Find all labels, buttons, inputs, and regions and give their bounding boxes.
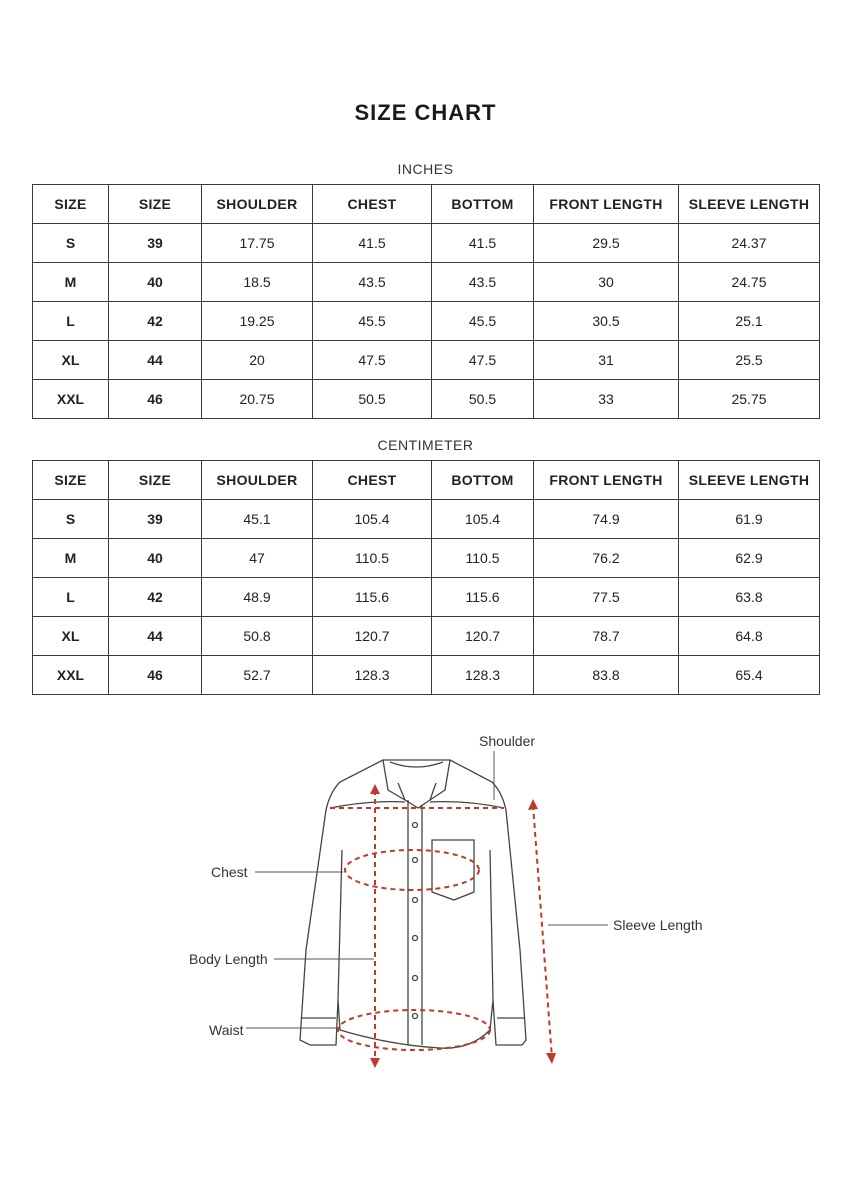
table-cell: M: [33, 263, 109, 302]
table-cell: 29.5: [534, 224, 679, 263]
table-row: [33, 500, 820, 539]
table-cell: 52.7: [202, 656, 313, 695]
column-header: CHEST: [313, 461, 432, 500]
table-cell: 74.9: [534, 500, 679, 539]
table-cell: 128.3: [313, 656, 432, 695]
table-cell: L: [33, 578, 109, 617]
table-cell: 25.5: [679, 341, 820, 380]
table-cell: 120.7: [313, 617, 432, 656]
table-cell: 40: [109, 263, 202, 302]
column-header: SIZE: [33, 461, 109, 500]
measurement-arrowheads: [370, 784, 556, 1068]
header-row: [33, 185, 820, 224]
table-cell: 41.5: [313, 224, 432, 263]
waist-measure-ellipse: [338, 1010, 490, 1050]
table-cell: 44: [109, 617, 202, 656]
table-cell: 33: [534, 380, 679, 419]
table-row: [33, 341, 820, 380]
table-cell: 110.5: [432, 539, 534, 578]
table-cell: 77.5: [534, 578, 679, 617]
column-header: BOTTOM: [432, 185, 534, 224]
column-header: SIZE: [109, 185, 202, 224]
table-cell: 50.5: [432, 380, 534, 419]
table-row: [33, 578, 820, 617]
table-row: [33, 263, 820, 302]
table-cell: 115.6: [313, 578, 432, 617]
table-cell: 17.75: [202, 224, 313, 263]
table-cell: 25.75: [679, 380, 820, 419]
column-header: FRONT LENGTH: [534, 461, 679, 500]
table-row: [33, 617, 820, 656]
column-header: SHOULDER: [202, 185, 313, 224]
table-cell: 50.5: [313, 380, 432, 419]
table-cell: S: [33, 500, 109, 539]
table-cell: 46: [109, 380, 202, 419]
table-cell: 20: [202, 341, 313, 380]
column-header: SLEEVE LENGTH: [679, 461, 820, 500]
shoulder-label: Shoulder: [479, 733, 536, 749]
column-header: SIZE: [109, 461, 202, 500]
table-cell: 39: [109, 500, 202, 539]
table-cell: XXL: [33, 656, 109, 695]
table-cell: 39: [109, 224, 202, 263]
chest-label: Chest: [211, 864, 248, 880]
inches-table: [32, 184, 820, 419]
inches-caption: INCHES: [397, 161, 454, 177]
table-cell: 19.25: [202, 302, 313, 341]
chest-measure-ellipse: [345, 850, 479, 890]
table-cell: XL: [33, 341, 109, 380]
table-cell: 64.8: [679, 617, 820, 656]
table-cell: 63.8: [679, 578, 820, 617]
sleeve-length-label: Sleeve Length: [613, 917, 703, 933]
table-cell: 43.5: [432, 263, 534, 302]
header-row: [33, 461, 820, 500]
table-cell: 65.4: [679, 656, 820, 695]
table-cell: 44: [109, 341, 202, 380]
table-cell: 46: [109, 656, 202, 695]
table-cell: 42: [109, 302, 202, 341]
table-cell: 105.4: [313, 500, 432, 539]
table-cell: 110.5: [313, 539, 432, 578]
table-cell: 78.7: [534, 617, 679, 656]
table-row: [33, 539, 820, 578]
table-cell: 31: [534, 341, 679, 380]
table-cell: S: [33, 224, 109, 263]
centimeter-caption: CENTIMETER: [377, 437, 474, 453]
measurement-guides: [330, 790, 552, 1062]
table-cell: 25.1: [679, 302, 820, 341]
centimeter-table: [32, 460, 820, 695]
table-cell: 20.75: [202, 380, 313, 419]
table-cell: 24.37: [679, 224, 820, 263]
table-cell: XXL: [33, 380, 109, 419]
table-cell: 45.1: [202, 500, 313, 539]
table-cell: 18.5: [202, 263, 313, 302]
table-cell: 24.75: [679, 263, 820, 302]
table-cell: 47.5: [432, 341, 534, 380]
table-row: [33, 302, 820, 341]
table-cell: L: [33, 302, 109, 341]
table-cell: 47: [202, 539, 313, 578]
table-row: [33, 656, 820, 695]
page-title: SIZE CHART: [354, 100, 497, 125]
table-cell: 61.9: [679, 500, 820, 539]
body-length-label: Body Length: [189, 951, 268, 967]
table-cell: 105.4: [432, 500, 534, 539]
table-cell: 43.5: [313, 263, 432, 302]
column-header: FRONT LENGTH: [534, 185, 679, 224]
table-cell: 83.8: [534, 656, 679, 695]
table-cell: 41.5: [432, 224, 534, 263]
table-row: [33, 224, 820, 263]
waist-label: Waist: [209, 1022, 244, 1038]
table-cell: 62.9: [679, 539, 820, 578]
table-cell: 45.5: [313, 302, 432, 341]
table-row: [33, 380, 820, 419]
table-cell: 115.6: [432, 578, 534, 617]
table-cell: 30.5: [534, 302, 679, 341]
table-cell: M: [33, 539, 109, 578]
table-cell: 47.5: [313, 341, 432, 380]
table-cell: 120.7: [432, 617, 534, 656]
table-cell: 30: [534, 263, 679, 302]
column-header: CHEST: [313, 185, 432, 224]
shirt-outline: [300, 760, 526, 1048]
table-cell: 76.2: [534, 539, 679, 578]
table-cell: XL: [33, 617, 109, 656]
table-cell: 128.3: [432, 656, 534, 695]
table-cell: 50.8: [202, 617, 313, 656]
table-cell: 42: [109, 578, 202, 617]
column-header: BOTTOM: [432, 461, 534, 500]
shirt-measurement-diagram: [0, 700, 851, 1100]
table-cell: 48.9: [202, 578, 313, 617]
table-cell: 40: [109, 539, 202, 578]
column-header: SLEEVE LENGTH: [679, 185, 820, 224]
table-cell: 45.5: [432, 302, 534, 341]
column-header: SIZE: [33, 185, 109, 224]
sleeve-length-measure-line: [533, 805, 552, 1058]
column-header: SHOULDER: [202, 461, 313, 500]
